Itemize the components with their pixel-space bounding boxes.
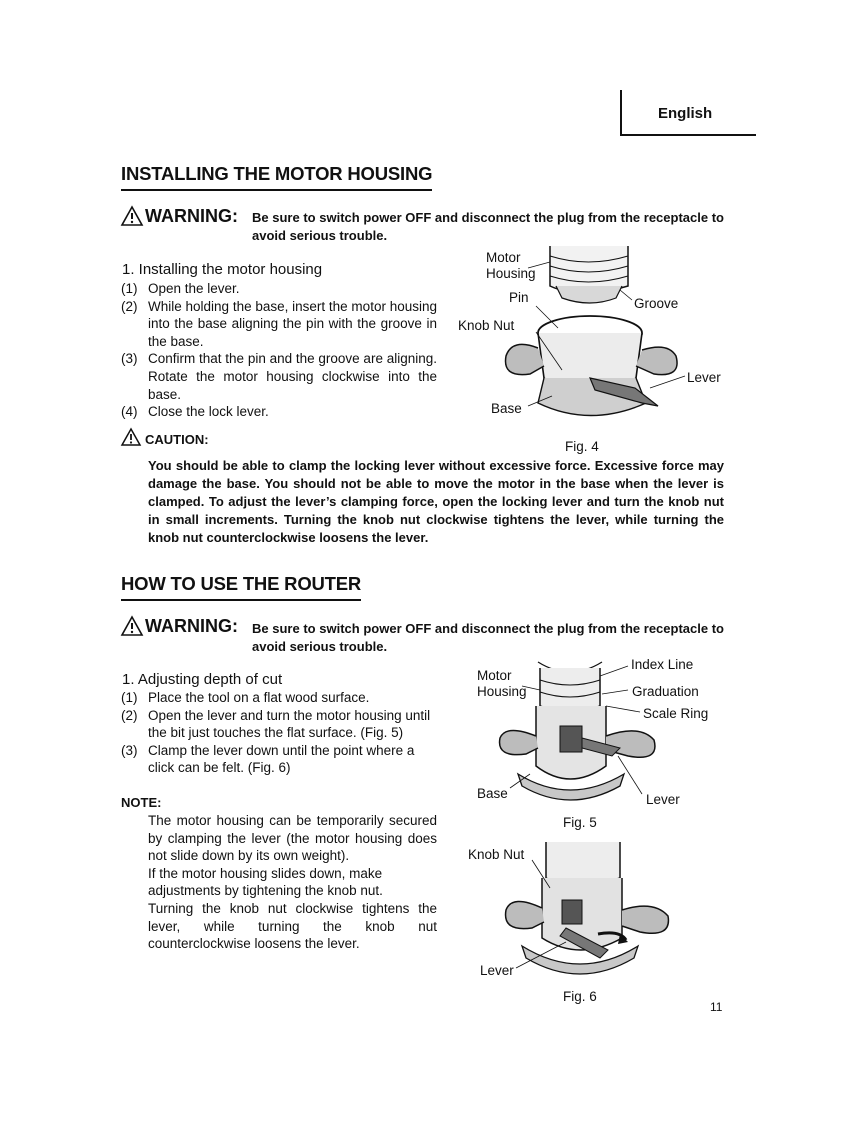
fig5-label-scale-ring: Scale Ring <box>643 706 709 721</box>
note-paragraph: If the motor housing slides down, make adjustments by tightening the knob nut. <box>148 865 383 899</box>
install-steps-list <box>121 280 437 421</box>
warning-label: WARNING: <box>145 616 238 636</box>
fig6-label-knob-nut: Knob Nut <box>468 847 525 862</box>
fig4-caption: Fig. 4 <box>565 439 599 454</box>
step-title-installing: 1. Installing the motor housing <box>122 261 323 278</box>
list-item: (2) Open the lever and turn the motor housing until the bit just touches the flat surface. (Fig. 5) <box>121 707 431 741</box>
warning-text: Be sure to switch power OFF and disconnect the plug from the receptacle to avoid serious trouble. <box>252 210 724 243</box>
fig4-label-housing: Housing <box>486 266 536 281</box>
section-title-installing: INSTALLING THE MOTOR HOUSING <box>121 163 432 191</box>
fig4-label-knob-nut: Knob Nut <box>458 318 515 333</box>
list-item: (2) While holding the base, insert the motor housing into the base aligning the pin with the groove in the base. <box>121 298 437 349</box>
fig5-label-graduation: Graduation <box>632 684 699 699</box>
adjust-steps-list <box>121 689 437 777</box>
fig5-label-index-line: Index Line <box>631 657 694 672</box>
fig4-label-lever: Lever <box>687 370 721 385</box>
step-title-adjusting: 1. Adjusting depth of cut <box>122 671 283 688</box>
fig4-label-pin: Pin <box>509 290 529 305</box>
fig4-label-motor: Motor <box>486 250 521 265</box>
fig5-label-motor: Motor <box>477 668 512 683</box>
list-item: (1) Place the tool on a flat wood surface. <box>121 690 370 705</box>
list-item: (4) Close the lock lever. <box>121 404 269 420</box>
note-body <box>148 812 437 953</box>
fig5-label-base: Base <box>477 786 508 801</box>
caution-label: CAUTION: <box>145 432 209 447</box>
note-paragraph: The motor housing can be temporarily secured by clamping the lever (the motor housing does not slide down by its own weight). <box>148 813 437 864</box>
fig4-label-groove: Groove <box>634 296 679 311</box>
fig5-caption: Fig. 5 <box>563 815 597 830</box>
fig6-label-lever: Lever <box>480 963 514 978</box>
caution-icon <box>121 428 141 446</box>
list-item: (3) Clamp the lever down until the point where a click can be felt. (Fig. 6) <box>121 742 415 776</box>
fig4-label-base: Base <box>491 401 522 416</box>
warning-icon <box>121 206 143 226</box>
note-label: NOTE: <box>121 795 162 810</box>
fig5-label-lever: Lever <box>646 792 680 807</box>
section-title-how-to-use: HOW TO USE THE ROUTER <box>121 573 361 601</box>
warning-label: WARNING: <box>145 206 238 226</box>
caution-text: You should be able to clamp the locking lever without excessive force. Excessive force may damage the base. You should not be able to move the motor in the base when the lever is clamped. To adjust the lever’s clamping force, open the locking lever and turn the knob nut in small increments. Turning the knob nut clockwise tightens the lever, while turning the knob nut counterclockwise loosens the lever. <box>148 458 724 545</box>
list-item: (3) Confirm that the pin and the groove are aligning. Rotate the motor housing clockwise into the base. <box>121 351 437 402</box>
language-label: English <box>658 105 713 122</box>
fig6-caption: Fig. 6 <box>563 989 597 1004</box>
page-number: 11 <box>710 1000 723 1014</box>
note-paragraph: Turning the knob nut clockwise tightens the lever, while turning the knob nut counterclockwise loosens the lever. <box>148 900 437 952</box>
list-item: (1) Open the lever. <box>121 281 240 296</box>
warning-text: Be sure to switch power OFF and disconnect the plug from the receptacle to avoid serious trouble. <box>252 621 724 654</box>
fig5-label-housing: Housing <box>477 684 527 699</box>
warning-icon <box>121 616 143 636</box>
